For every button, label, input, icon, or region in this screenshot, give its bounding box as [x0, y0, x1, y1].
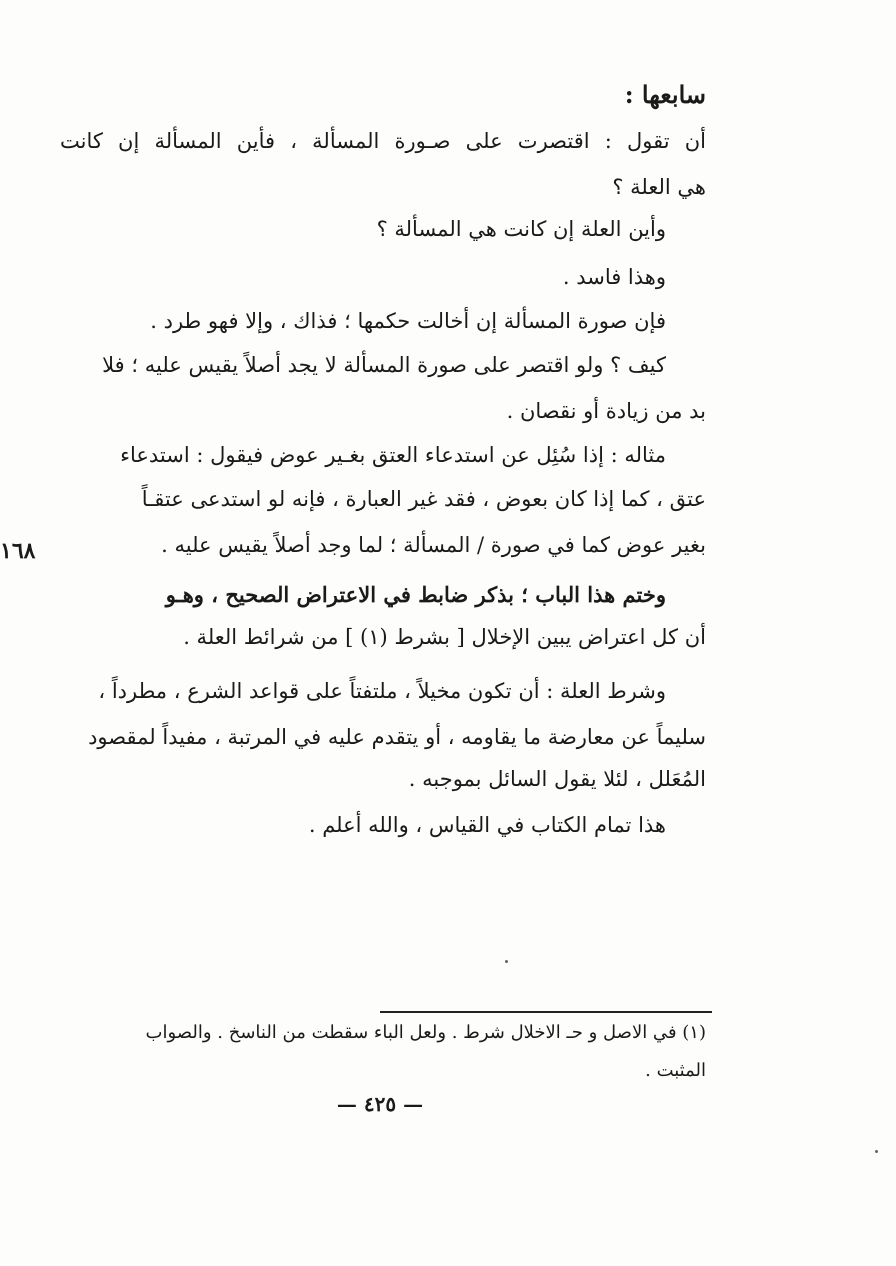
footnote-line-1: (١) في الاصل و حـ الاخلال شرط . ولعل الباء سقطت من الناسخ . والصواب	[145, 1022, 706, 1043]
text-line-16: هذا تمام الكتاب في القياس ، والله أعلم .	[308, 813, 666, 837]
text-line-11: وختم هذا الباب ؛ بذكر ضابط في الاعتراض الصحيح ، وهـو	[165, 582, 666, 607]
text-line-5: فإن صورة المسألة إن أخالت حكمها ؛ فذاك ، وإلا فهو طرد .	[150, 309, 666, 333]
text-line-3: وأين العلة إن كانت هي المسألة ؟	[376, 217, 666, 241]
text-line-7: بد من زيادة أو نقصان .	[506, 399, 706, 423]
text-line-10: بغير عوض كما في صورة / المسألة ؛ لما وجد أصلاً يقيس عليه .	[161, 533, 706, 557]
footnote-line-2: المثبت .	[645, 1060, 706, 1081]
scan-speck	[505, 960, 508, 963]
text-line-13: وشرط العلة : أن تكون مخيلاً ، ملتفتاً على قواعد الشرع ، مطرداً ،	[98, 679, 666, 703]
margin-page-number: ١٦٨	[0, 538, 36, 564]
page-number: — ٤٢٥ —	[336, 1092, 424, 1116]
section-heading: سابعها :	[624, 80, 706, 109]
text-line-12: أن كل اعتراض يبين الإخلال [ بشرط (١) ] من شرائط العلة .	[183, 625, 706, 649]
text-line-15: المُعَلل ، لئلا يقول السائل بموجبه .	[408, 767, 706, 791]
text-line-9: عتق ، كما إذا كان بعوض ، فقد غير العبارة ، فإنه لو استدعى عتقـاً	[141, 487, 706, 511]
text-line-1: أن تقول : اقتصرت على صـورة المسألة ، فأين المسألة إن كانت	[60, 129, 706, 153]
text-line-6: كيف ؟ ولو اقتصر على صورة المسألة لا يجد أصلاً يقيس عليه ؛ فلا	[102, 353, 666, 377]
text-line-14: سليماً عن معارضة ما يقاومه ، أو يتقدم عليه في المرتبة ، مفيداً لمقصود	[88, 725, 706, 749]
text-line-8: مثاله : إذا سُئِل عن استدعاء العتق بغـير عوض فيقول : استدعاء	[120, 443, 666, 467]
text-line-4: وهذا فاسد .	[562, 265, 666, 289]
text-line-2: هي العلة ؟	[612, 175, 706, 199]
scan-speck	[875, 1150, 878, 1153]
footnote-divider	[380, 1011, 712, 1013]
